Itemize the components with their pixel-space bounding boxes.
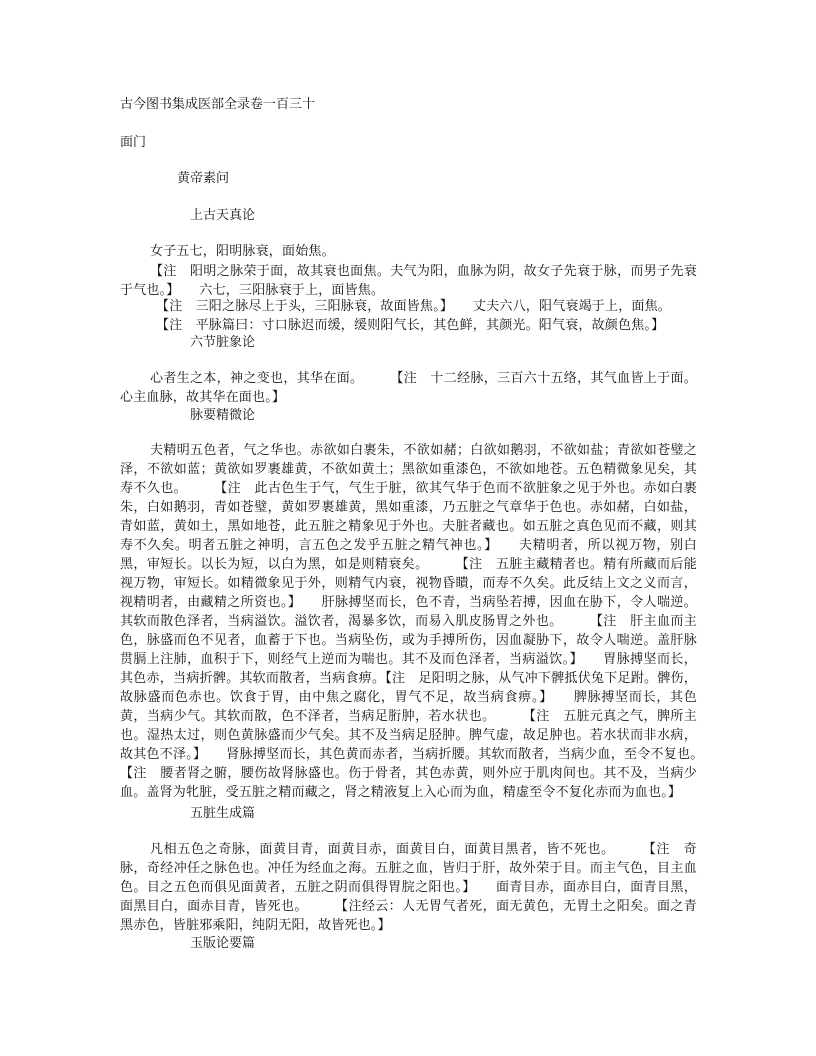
- chapter-heading: 上古天真论: [190, 208, 256, 223]
- chapter-heading: 五脏生成篇: [190, 806, 256, 821]
- annotation-paragraph: 【注 平脉篇曰：寸口脉迟而缓，缓则阳气长，其色鲜，其颜光。阳气衰，故颜色焦。】: [156, 318, 665, 333]
- annotation-paragraph: 【注 三阳之脉尽上于头，三阳脉衰，故面皆焦。】 丈夫六八，阳气衰竭于上，面焦。: [156, 299, 672, 314]
- book-title: 古今图书集成医部全录卷一百三十: [120, 97, 316, 112]
- chapter-heading: 六节脏象论: [190, 335, 256, 350]
- chapter-heading: 玉版论要篇: [190, 936, 256, 951]
- paragraph: 夫精明五色者，气之华也。赤欲如白裹朱，不欲如赭；白欲如鹅羽，不欲如盐；青欲如苍璧之泽，不欲如蓝；黄欲如罗裹雄黄，不欲如黄土；黑欲如重漆色，不欲如地苍。五色精微象见矣，其寿不久也。 【注 此古色生于气，气生于脏，欲其气华于色而不欲脏象之见于外也。赤如白裹朱，白如鹅羽，青如苍璧，黄如罗裹雄黄，黑如重漆，乃五脏之气章华于色也。赤如赭，白如盐，青如蓝，黄如土，黑如地苍，此五脏之精象见于外也。夫脏者藏也。如五脏之真色见而不藏，则其寿不久矣。明者五脏之神明，言五色之发乎五脏之精气神也。】 夫精明者，所以视万物，别白黑，审短长。以长为短，以白为黑，如是则精衰矣。 【注 五脏主藏精者也。精有所藏而后能视万物，审短长。如精微象见于外，则精气内衰，视物昏瞶，而寿不久矣。此反结上文之义而言，视精明者，由藏精之所资也。】 肝脉搏坚而长，色不青，当病坠若搏，因血在胁下，令人喘逆。其软而散色泽者，当病溢饮。溢饮者，渴暴多饮，而易入肌皮肠胃之外也。 【注 肝主血而主色，脉盛而色不见者，血蓄于下也。当病坠伤，或为手搏所伤，因血凝胁下，故令人喘逆。盖肝脉贯膈上注肺，血积于下，则经气上逆而为喘也。其不及而色泽者，当病溢饮。】 胃脉搏坚而长，其色赤，当病折髀。其软而散者，当病食痹。【注 足阳明之脉，从气冲下髀抵伏兔下足跗。髀伤，故脉盛而色赤也。饮食于胃，由中焦之腐化，胃气不足，故当病食痹。】 脾脉搏坚而长，其色黄，当病少气。其软而散，色不泽者，当病足胻肿，若水状也。 【注 五脏元真之气，脾所主也。湿热太过，则色黄脉盛而少气矣。其不及当病足胫肿。脾气虚，故足肿也。若水状而非水病，故其色不泽。】 肾脉搏坚而长，其色黄而赤者，当病折腰。其软而散者，当病少血，至令不复也。 【注 腰者肾之腑，腰伤故肾脉盛也。伤于骨者，其色赤黄，则外应于肌肉间也。其不及，当病少血。盖肾为牝脏，受五脏之精而藏之，肾之精液复上入心而为血，精虚至令不复化赤而为血也。】: [120, 443, 737, 800]
- paragraph: 凡相五色之奇脉，面黄目青，面黄目赤，面黄目白，面黄目黑者，皆不死也。 【注 奇脉，奇经冲任之脉色也。冲任为经血之海。五脏之血，皆归于肝，故外荣于目。而主气色，目主血色。目之五色而俱见面黄者，五脏之阴而俱得胃脘之阳也。】 面青目赤，面赤目白，面青目黑，面黑目白，面赤目青，皆死也。 【注经云：人无胃气者死，面无黄色，无胃土之阳矣。面之青黑赤色，皆脏邪乘阳，纯阴无阳，故皆死也。】: [120, 842, 697, 933]
- paragraph: 心者生之本，神之变也，其华在面。 【注 十二经脉，三百六十五络，其气血皆上于面。心主血脉，故其华在面也。】: [120, 371, 697, 405]
- annotation-paragraph: 【注 阳明之脉荣于面，故其衰也面焦。夫气为阳，血脉为阴，故女子先衰于脉，而男子先衰于气也。】 六七，三阳脉衰于上，面皆焦。: [120, 264, 697, 298]
- chapter-heading: 脉要精微论: [190, 408, 256, 423]
- source-title: 黄帝素问: [177, 171, 230, 186]
- section-title: 面门: [120, 135, 147, 150]
- paragraph: 女子五七，阳明脉衰，面始焦。: [150, 244, 335, 259]
